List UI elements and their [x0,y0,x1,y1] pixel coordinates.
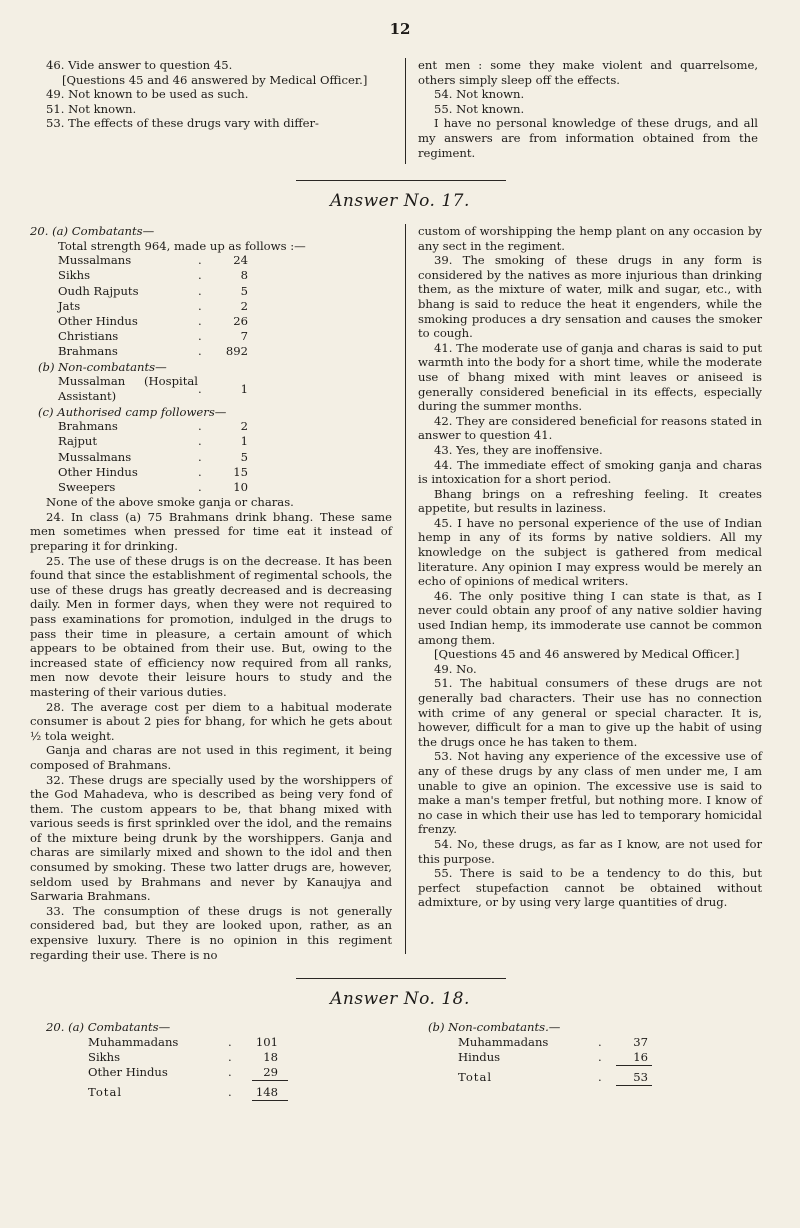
section-divider [296,180,506,181]
row-label: Oudh Rajputs [58,283,139,298]
row-value: 24 [233,253,248,268]
total-value: 53 [633,1070,648,1084]
row-value: 101 [255,1034,278,1049]
table-row: Hindus . 16 [458,1049,648,1064]
row-label: Other Hindus [88,1065,168,1079]
row-label: Jats [58,298,81,313]
answer-18-right [420,1020,760,1086]
answer-18-left [46,1020,386,1101]
row-value: 18 [263,1049,278,1064]
row-value: 5 [240,449,248,464]
row-label: Mussalmans [58,253,132,268]
paragraph: 51. The habitual consumers of these drugs are not generally bad characters. Their use has no connection with crime of any general or special character. It is, however, difficult for a man to give up the habit of using the drugs once he has taken to them. [418,676,762,749]
paragraph: 49. No. [434,661,477,676]
camp-followers-table [58,419,248,495]
closing-note: I have no personal knowledge of these drugs, and all my answers are from information obtained from the regiment. [418,116,758,160]
top-left-column [46,58,390,131]
paragraph: 25. The use of these drugs is on the decrease. It has been found that since the establishment of regimental schools, the use of these drugs has greatly decreased and is decreasing daily. Men in former days, when they were not required to pass examinations for promotion, indulged in the drugs to pass their time in pleasure, a certain amount of which appears to be obtained from their use. But, owing to the increased state of efficiency now required from all ranks, men now devote their leisure hours to study and the mastering of their various duties. [30,553,392,699]
row-value: 26 [233,314,248,328]
table-row: Christians . 7 [58,329,248,344]
answer-18-heading: Answer No. 18. [330,989,470,1009]
medical-note: [Questions 45 and 46 answered by Medical Officer.] [62,72,368,87]
table-row: Brahmans . 2 [58,419,248,434]
paragraph: 54. No, these drugs, as far as I know, are not used for this purpose. [418,836,762,866]
answer-54: 54. Not known. [434,87,525,102]
row-value: 16 [633,1049,648,1064]
row-value: 5 [240,283,248,298]
column-rule [405,58,406,164]
table-row: Sikhs . 18 [88,1049,278,1064]
paragraph: 46. The only positive thing I can state is that, as I never could obtain any proof of any native soldier having used Indian hemp, its immoderate use cannot be common among them. [418,588,762,647]
noncombatants-label: (b) Non-combatants— [38,359,167,374]
row-label: Muhammadans [88,1034,179,1049]
row-label: Sikhs [88,1049,121,1064]
row-label: Rajput [58,434,98,449]
noncombatants-table [58,374,248,404]
table-row: Jats . 2 [58,298,248,313]
a18-noncombatants-table [458,1035,648,1065]
row-value: 2 [240,419,248,434]
paragraph: 42. They are considered beneficial for reasons stated in answer to question 41. [418,413,762,443]
paragraph: 53. Not having any experience of the excessive use of any of these drugs by any class of men under me, I am unable to give an opinion. The excessive use is said to make a man's temper fretful, but nothing more. I know of no case in which their use has led to temporary homicidal frenzy. [418,749,762,837]
row-value: 8 [240,268,248,283]
answer-49: 49. Not known to be used as such. [46,87,249,102]
paragraph: [Questions 45 and 46 answered by Medical Officer.] [434,647,740,662]
combatants-label: 20. (a) Combatants— [30,224,155,238]
total-rule [252,1100,288,1101]
paragraph: 28. The average cost per diem to a habitual moderate consumer is about 2 pies for bhang, for which he gets about ½ tola weight. [30,699,392,743]
row-label: Mussalman (Hospital Assistant) [58,374,198,404]
a18-combatants-label: 20. (a) Combatants— [46,1020,171,1034]
top-right-column [418,58,758,160]
total-rule [616,1065,652,1066]
row-value: 15 [233,464,248,479]
paragraph: 39. The smoking of these drugs in any form is considered by the natives as more injurious than drinking them, as the mixture of water, milk and sugar, etc., with bhang is said to reduce the heat it engenders, while the smoking produces a dry sensation and causes the smoker to cough. [418,253,762,341]
answer-46: 46. Vide answer to question 45. [46,58,233,72]
row-value: 37 [633,1034,648,1049]
table-row: Mussalmans . 24 [58,253,248,268]
paragraph: 24. In class (a) 75 Brahmans drink bhang. These same men sometimes when pressed for time eat it instead of preparing it for drinking. [30,509,392,553]
total-rule [616,1085,652,1086]
section-divider [296,978,506,979]
row-label: Christians [58,329,119,344]
row-label: Brahmans [58,419,118,434]
combatants-intro: Total strength 964, made up as follows :— [58,238,306,253]
page-number: 12 [389,20,411,38]
a18-noncombatants-label: (b) Non-combatants.— [428,1020,561,1034]
table-row: Mussalman (Hospital Assistant) . 1 [58,374,248,404]
row-value: 892 [225,344,248,359]
column-rule [405,224,406,954]
table-row: Muhammadans . 101 [88,1034,278,1049]
a18-combatants-table [88,1035,278,1081]
row-label: Sweepers [58,480,116,495]
paragraph: Ganja and charas are not used in this regiment, it being composed of Brahmans. [30,743,392,772]
total-label: Total [458,1070,493,1084]
total-label: Total [88,1085,123,1100]
answer-51: 51. Not known. [46,101,137,116]
answer-17-heading: Answer No. 17. [330,191,470,211]
answer-53-cont: ent men : some they make violent and quarrelsome, others simply sleep off the effects. [418,58,758,87]
row-value: 10 [233,480,248,495]
table-row: Oudh Rajputs . 5 [58,283,248,298]
paragraph: 32. These drugs are specially used by the worshippers of the God Mahadeva, who is described as being very fond of them. The custom appears to be, that bhang mixed with various seeds is first sprinkled over the idol, and the remains of the mixture being drunk by the worshippers. Ganja and charas are similarly mixed and shown to the idol and then consumed by smoking. These two latter drugs are, however, seldom used by Brahmans and never by Kanaujya and Sarwaria Brahmans. [30,772,392,904]
total-rule [252,1080,288,1081]
table-row: Muhammadans . 37 [458,1034,648,1049]
a18-combatants-total: Total . 148 [88,1085,278,1100]
table-row: Other Hindus . 15 [58,464,248,479]
table-row: Brahmans . 892 [58,344,248,359]
table-row: Sweepers . 10 [58,480,248,495]
table-row: Sikhs . 8 [58,268,248,283]
paragraph: None of the above smoke ganja or charas. [46,495,294,510]
row-label: Other Hindus [58,314,138,328]
answer-17-left-column [30,224,392,962]
paragraph: Bhang brings on a refreshing feeling. It creates appetite, but results in laziness. [418,486,762,516]
row-label: Mussalmans [58,449,132,464]
row-label: Other Hindus [58,464,138,479]
total-value: 148 [255,1085,278,1100]
row-value: 7 [240,329,248,344]
paragraph: custom of worshipping the hemp plant on any occasion by any sect in the regiment. [418,224,762,253]
row-value: 2 [240,298,248,313]
row-value: 1 [240,434,248,449]
row-value: 29 [263,1065,278,1079]
paragraph: 41. The moderate use of ganja and charas is said to put warmth into the body for a short time, while the moderate use of bhang mixed with mint leaves or aniseed is generally considered beneficial in its effects, especially during the summer months. [418,340,762,414]
table-row: Other Hindus . 29 [88,1065,278,1079]
answer-17-right-column [418,224,762,910]
camp-followers-label: (c) Authorised camp followers— [38,404,227,419]
paragraph: 55. There is said to be a tendency to do this, but perfect stupefaction cannot be obtained without admixture, or by using very large quantities of drug. [418,866,762,910]
row-label: Hindus [458,1049,501,1064]
paragraph: 33. The consumption of these drugs is not generally considered bad, but they are looked upon, rather, as an expensive luxury. There is no opinion in this regiment regarding their use. There is no [30,903,392,962]
combatants-table [58,253,248,359]
table-row: Mussalmans . 5 [58,449,248,464]
table-row: Rajput . 1 [58,434,248,449]
paragraph: 45. I have no personal experience of the use of Indian hemp in any of its forms by native soldiers. All my knowledge on the subject is gathered from medical literature. Any opinion I may express would be merely an echo of opinions of medical writers. [418,515,762,589]
row-label: Brahmans [58,344,118,359]
row-label: Muhammadans [458,1034,549,1049]
paragraph: 43. Yes, they are inoffensive. [434,442,603,457]
table-row: Other Hindus . 26 [58,314,248,328]
row-label: Sikhs [58,268,91,283]
a18-noncombatants-total: Total . 53 [458,1070,648,1084]
answer-55: 55. Not known. [434,101,525,116]
paragraph: 44. The immediate effect of smoking ganja and charas is intoxication for a short period. [418,457,762,487]
row-value: 1 [240,381,248,396]
answer-53: 53. The effects of these drugs vary with differ- [46,116,319,131]
